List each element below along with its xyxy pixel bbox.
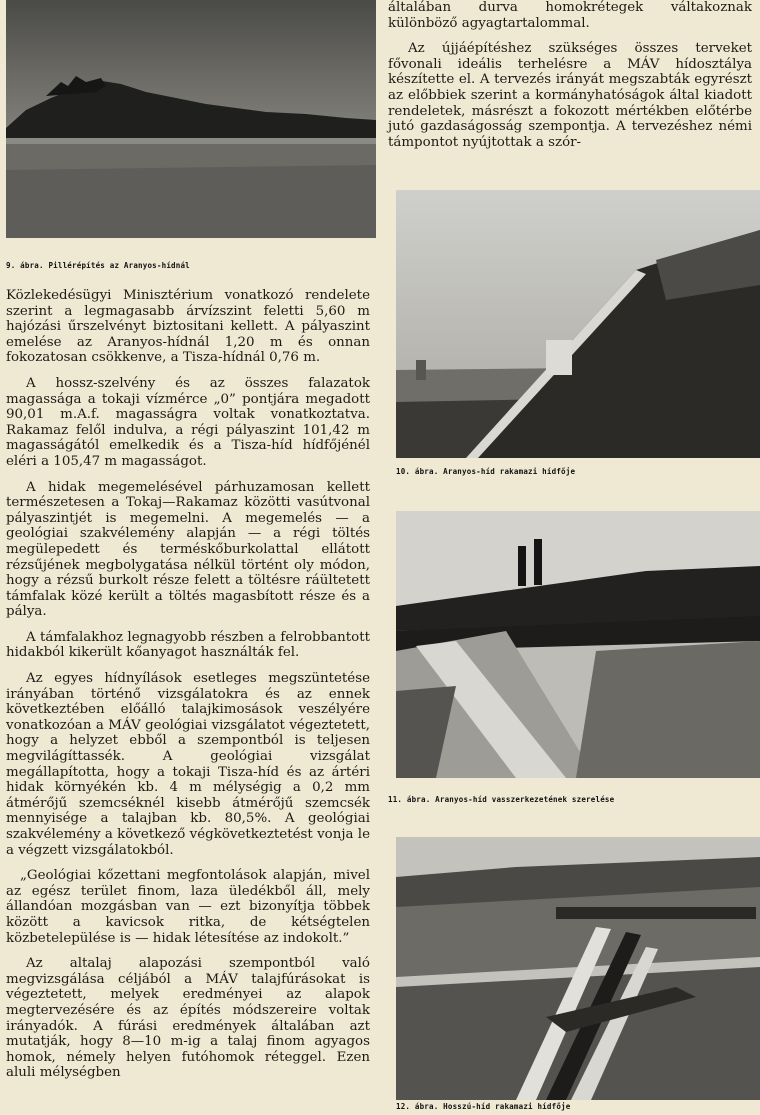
paragraph: Az egyes hídnyílások esetleges megszüntetése irányában történő vizsgálatokra és az ennek következtében előálló talajkimosások veszélyére vonatkozóan a MÁV geológiai vizsgálatot végeztetett, hogy a helyzet ebből a szempontból is teljesen megvilágíttassék. A geológiai vizsgálat megállapította, hogy a tokaji Tisza-híd és az ártéri hidak környékén kb. 4 m mélységig a 0,2 mm átmérőjű szemcséknél kisebb átmérőjű szemcsék mennyisége a talajban kb. 80,5%. A geológiai szakvélemény a következő végkövetkeztetést vonja le a végzett vizsgálatokból. — [6, 671, 370, 858]
paragraph: A hidak megemelésével párhuzamosan kellett természetesen a Tokaj—Rakamaz közötti vasútvonal pályaszintjét is megemelni. A megemelés — a geológiai szakvélemény alapján — a régi töltés megülepedett és terméskőburkolattal ellátott rézsűjének megbolygatása nélkül történt oly módon, hogy a rézsű burkolt része felett a töltésre ráültetett támfalak közé került a töltés magasbított része és a pálya. — [6, 479, 370, 620]
paragraph: Az altalaj alapozási szempontból való megvizsgálása céljából a MÁV talajfúrásokat is végeztetett, melyek eredményei az alapok megtervezésére és az építés módszereire voltak irányadók. A fúrási eredmények általában azt mutatják, hogy 8—10 m-ig a talaj finom agyagos homok, némely helyen futóhomok réteggel. Ezen aluli mélységben — [6, 956, 370, 1081]
figure-9-photo — [6, 0, 376, 238]
figure-10-caption: 10. ábra. Aranyos-híd rakamazi hídfője — [396, 467, 576, 476]
figure-9-caption: 9. ábra. Pillérépítés az Aranyos-hídnál — [6, 261, 190, 270]
paragraph: Közlekedésügyi Minisztérium vonatkozó rendelete szerint a legmagasabb árvízszint feletti 5,60 m hajózási űrszelvényt biztositani kellett. A pályaszint emelése az Aranyos-hídnál 1,20 m és onnan fokozatosan csökkenve, a Tisza-hídnál 0,76 m. — [6, 288, 370, 366]
paragraph: Az újjáépítéshez szükséges összes terveket fővonali ideális terhelésre a MÁV hídosztálya készítette el. A tervezés irányát megszabták egyrészt az előbbiek szerint a kormányhatóságok által kiadott rendeletek, másrészt a fokozott mértékben előtérbe jutó gazdaságosság szempontja. A tervezéshez némi támpontot nyújtottak a szór- — [388, 41, 752, 150]
paragraph: A hossz-szelvény és az összes falazatok magassága a tokaji vízmérce „0” pontjára megadott 90,01 m.A.f. magasságra voltak vonatkoztatva. Rakamaz felől indulva, a régi pályaszint 101,42 m magasságától emelkedik és a Tisza-híd hídfőjénél eléri a 105,47 m magasságot. — [6, 375, 370, 469]
figure-11-caption: 11. ábra. Aranyos-híd vasszerkezetének szerelése — [388, 795, 615, 804]
paragraph: A támfalakhoz legnagyobb részben a felrobbantott hidakból kikerült kőanyagot használták fel. — [6, 629, 370, 661]
quoted-paragraph: „Geológiai kőzettani megfontolások alapján, mivel az egész terület finom, laza üledékből áll, mely állandóan mozgásban van — ezt bizonyítja többek között a kavicsok ritka, de kétségtelen közbetelepülése is — hidak létesítése az indokolt.” — [6, 868, 370, 946]
figure-11-photo — [396, 511, 760, 778]
figure-10-photo — [396, 190, 760, 458]
figure-12-caption: 12. ábra. Hosszú-híd rakamazi hídfője — [396, 1102, 571, 1111]
left-body-text — [6, 288, 370, 1091]
paragraph: általában durva homokrétegek váltakoznak különböző agyagtartalommal. — [388, 0, 752, 31]
figure-12-photo — [396, 837, 760, 1100]
right-body-text — [388, 0, 752, 160]
